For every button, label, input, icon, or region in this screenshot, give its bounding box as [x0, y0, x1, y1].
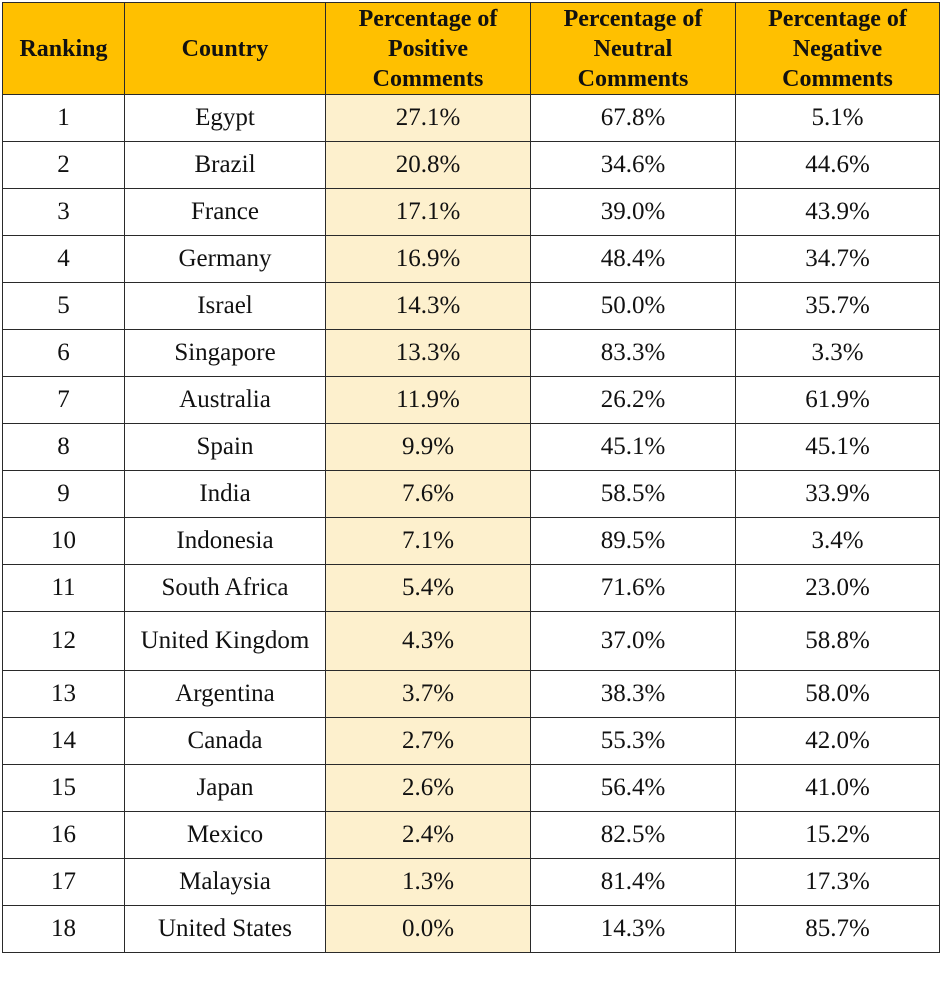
- table-row: [3, 812, 940, 859]
- cell-neutral: 71.6%: [531, 565, 736, 612]
- cell-negative: 33.9%: [736, 471, 940, 518]
- cell-country: France: [125, 189, 326, 236]
- cell-positive: 7.1%: [326, 518, 531, 565]
- comments-ranking-table: [2, 2, 940, 953]
- table-row: [3, 283, 940, 330]
- cell-negative: 3.4%: [736, 518, 940, 565]
- cell-positive: 1.3%: [326, 859, 531, 906]
- cell-ranking: 7: [3, 377, 125, 424]
- cell-positive: 14.3%: [326, 283, 531, 330]
- cell-ranking: 6: [3, 330, 125, 377]
- cell-neutral: 39.0%: [531, 189, 736, 236]
- cell-ranking: 18: [3, 906, 125, 953]
- cell-ranking: 10: [3, 518, 125, 565]
- table-row: [3, 142, 940, 189]
- cell-negative: 15.2%: [736, 812, 940, 859]
- cell-country: Germany: [125, 236, 326, 283]
- table-row: [3, 424, 940, 471]
- cell-ranking: 17: [3, 859, 125, 906]
- cell-neutral: 82.5%: [531, 812, 736, 859]
- cell-neutral: 45.1%: [531, 424, 736, 471]
- header-country: Country: [125, 3, 326, 95]
- cell-negative: 61.9%: [736, 377, 940, 424]
- cell-ranking: 1: [3, 95, 125, 142]
- cell-positive: 17.1%: [326, 189, 531, 236]
- cell-neutral: 83.3%: [531, 330, 736, 377]
- cell-country: United States: [125, 906, 326, 953]
- cell-positive: 9.9%: [326, 424, 531, 471]
- cell-ranking: 2: [3, 142, 125, 189]
- cell-country: Canada: [125, 718, 326, 765]
- cell-positive: 2.6%: [326, 765, 531, 812]
- table-row: [3, 518, 940, 565]
- cell-country: Brazil: [125, 142, 326, 189]
- cell-negative: 17.3%: [736, 859, 940, 906]
- cell-ranking: 16: [3, 812, 125, 859]
- cell-neutral: 50.0%: [531, 283, 736, 330]
- cell-country: Israel: [125, 283, 326, 330]
- cell-negative: 43.9%: [736, 189, 940, 236]
- table-row: [3, 612, 940, 671]
- cell-negative: 85.7%: [736, 906, 940, 953]
- cell-positive: 3.7%: [326, 671, 531, 718]
- cell-negative: 44.6%: [736, 142, 940, 189]
- cell-negative: 23.0%: [736, 565, 940, 612]
- table-row: [3, 718, 940, 765]
- cell-positive: 5.4%: [326, 565, 531, 612]
- cell-neutral: 37.0%: [531, 612, 736, 671]
- cell-positive: 27.1%: [326, 95, 531, 142]
- table-row: [3, 471, 940, 518]
- cell-negative: 58.8%: [736, 612, 940, 671]
- header-negative: Percentage of Negative Comments: [736, 3, 940, 95]
- table-row: [3, 765, 940, 812]
- cell-country: Argentina: [125, 671, 326, 718]
- cell-country: Japan: [125, 765, 326, 812]
- cell-positive: 7.6%: [326, 471, 531, 518]
- cell-ranking: 4: [3, 236, 125, 283]
- cell-negative: 35.7%: [736, 283, 940, 330]
- table-row: [3, 671, 940, 718]
- cell-neutral: 48.4%: [531, 236, 736, 283]
- cell-positive: 20.8%: [326, 142, 531, 189]
- cell-positive: 2.4%: [326, 812, 531, 859]
- cell-negative: 41.0%: [736, 765, 940, 812]
- cell-negative: 5.1%: [736, 95, 940, 142]
- cell-ranking: 11: [3, 565, 125, 612]
- cell-negative: 58.0%: [736, 671, 940, 718]
- cell-neutral: 58.5%: [531, 471, 736, 518]
- cell-country: Singapore: [125, 330, 326, 377]
- cell-neutral: 14.3%: [531, 906, 736, 953]
- table-row: [3, 859, 940, 906]
- table-body: [3, 95, 940, 953]
- cell-neutral: 26.2%: [531, 377, 736, 424]
- cell-ranking: 13: [3, 671, 125, 718]
- cell-ranking: 5: [3, 283, 125, 330]
- cell-neutral: 89.5%: [531, 518, 736, 565]
- cell-negative: 34.7%: [736, 236, 940, 283]
- cell-country: Mexico: [125, 812, 326, 859]
- cell-negative: 42.0%: [736, 718, 940, 765]
- cell-ranking: 12: [3, 612, 125, 671]
- cell-ranking: 3: [3, 189, 125, 236]
- cell-positive: 13.3%: [326, 330, 531, 377]
- cell-ranking: 9: [3, 471, 125, 518]
- cell-ranking: 15: [3, 765, 125, 812]
- table-row: [3, 906, 940, 953]
- cell-neutral: 67.8%: [531, 95, 736, 142]
- cell-ranking: 8: [3, 424, 125, 471]
- header-ranking: Ranking: [3, 3, 125, 95]
- cell-country: Malaysia: [125, 859, 326, 906]
- cell-negative: 45.1%: [736, 424, 940, 471]
- table-row: [3, 236, 940, 283]
- cell-country: United Kingdom: [125, 612, 326, 671]
- cell-country: Australia: [125, 377, 326, 424]
- cell-positive: 11.9%: [326, 377, 531, 424]
- cell-country: Indonesia: [125, 518, 326, 565]
- cell-neutral: 38.3%: [531, 671, 736, 718]
- table-row: [3, 565, 940, 612]
- cell-positive: 16.9%: [326, 236, 531, 283]
- table-row: [3, 377, 940, 424]
- table-row: [3, 189, 940, 236]
- table-row: [3, 330, 940, 377]
- cell-neutral: 34.6%: [531, 142, 736, 189]
- cell-country: Egypt: [125, 95, 326, 142]
- cell-neutral: 55.3%: [531, 718, 736, 765]
- header-neutral: Percentage of Neutral Comments: [531, 3, 736, 95]
- header-positive: Percentage of Positive Comments: [326, 3, 531, 95]
- table-row: [3, 95, 940, 142]
- cell-country: Spain: [125, 424, 326, 471]
- cell-negative: 3.3%: [736, 330, 940, 377]
- cell-ranking: 14: [3, 718, 125, 765]
- cell-country: South Africa: [125, 565, 326, 612]
- cell-positive: 0.0%: [326, 906, 531, 953]
- header-row: [3, 3, 940, 95]
- cell-neutral: 81.4%: [531, 859, 736, 906]
- cell-country: India: [125, 471, 326, 518]
- cell-neutral: 56.4%: [531, 765, 736, 812]
- cell-positive: 4.3%: [326, 612, 531, 671]
- cell-positive: 2.7%: [326, 718, 531, 765]
